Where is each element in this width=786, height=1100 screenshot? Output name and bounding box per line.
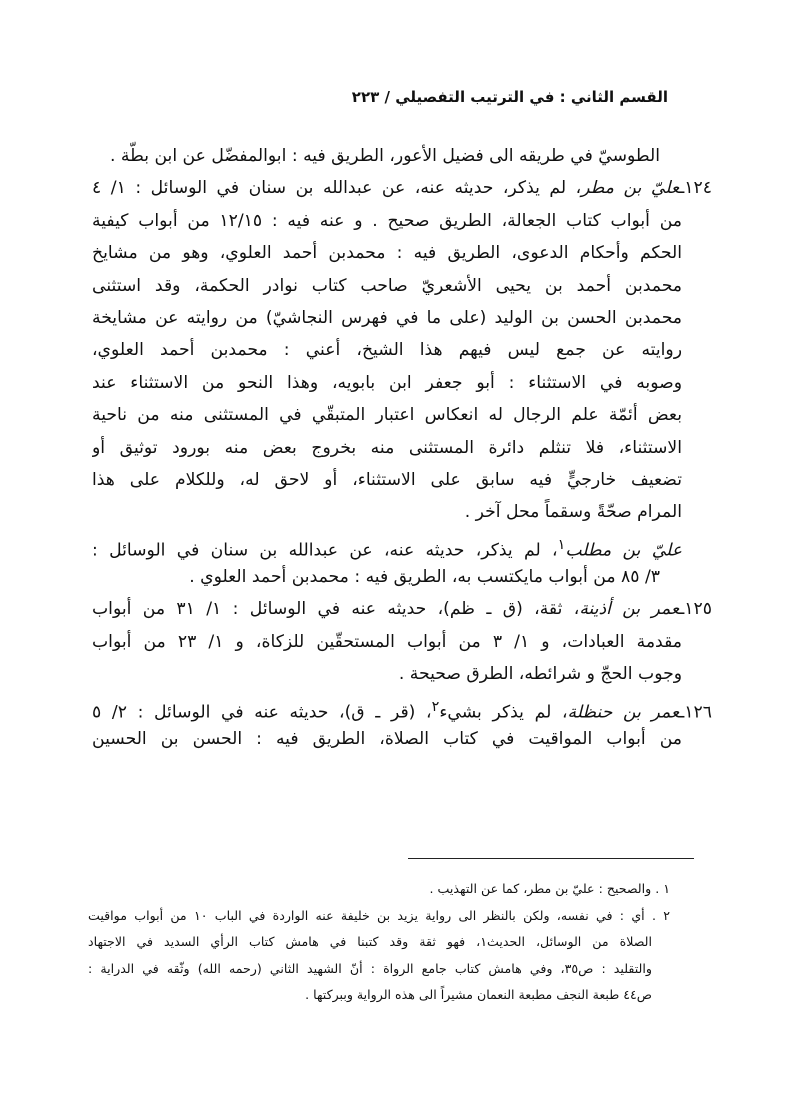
text-line: بعض أئمّة علم الرجال له انعكاس اعتبار المتبقّي في المستثنى منه من ناحية xyxy=(92,405,682,426)
running-header: القسم الثاني : في الترتيب التفصيلي / ٢٢٣ xyxy=(351,88,668,106)
footnote-2-cont: والتقليد : ص٣٥، وفي هامش كتاب جامع الرواة : أنّ الشهيد الثاني (رحمه الله) وثّقه في الدراية : xyxy=(88,960,652,976)
text-segment: ، لم يذكر بشيء xyxy=(439,702,568,723)
text-segment: ، (قر ـ ق)، حديثه عنه في الوسائل : ٢/ ٥ xyxy=(92,702,432,723)
entry-unnumbered xyxy=(92,529,682,561)
text-line: الطوسيّ في طريقه الى فضيل الأعور، الطريق فيه : ابوالمفضّل عن ابن بطّة . xyxy=(109,146,660,166)
text-segment: ، ثقة، (ق ـ ظم)، حديثه عنه في الوسائل : ١/ ٣١ من أبواب xyxy=(92,599,580,620)
text-line: وجوب الحجّ و شرائطه، الطرق صحيحة . xyxy=(398,664,682,685)
text-line: مقدمة العبادات، و ١/ ٣ من أبواب المستحقّين للزكاة، و ١/ ٢٣ من أبواب xyxy=(92,631,682,652)
text-line: وصوبه في الاستثناء : أبو جعفر ابن بابويه، وهذا النحو من الاستثناء عند xyxy=(92,372,682,393)
narrator-name: عمر بن أذينة xyxy=(579,599,680,620)
narrator-name: عليّ بن مطلب xyxy=(565,540,682,561)
entry-number: ١٢٥ـ xyxy=(679,599,712,620)
footnote-2: ٢ . أي : في نفسه، ولكن بالنظر الى رواية يزيد بن خليفة عنه الواردة في الباب ١٠ من أبواب مواقيت xyxy=(88,907,670,923)
text-line: الحكم وأحكام الدعوى، الطريق فيه : محمدبن أحمد العلوي، وهو من مشايخ xyxy=(92,243,682,264)
footnotes xyxy=(88,876,670,1009)
text-line: من أبواب المواقيت في كتاب الصلاة، الطريق فيه : الحسن بن الحسين xyxy=(92,729,682,750)
text-line: تضعيف خارجيٍّ فيه سابق على الاستثناء، أو لاحق له، وللكلام على هذا xyxy=(92,469,682,490)
narrator-name: عمر بن حنظلة xyxy=(567,702,680,723)
footnote-divider xyxy=(408,858,694,859)
footnote-2-cont: ص٤٤ طبعة النجف مطبعة النعمان مشيراً الى هذه الرواية وببركتها . xyxy=(305,987,652,1003)
narrator-name: عليّ بن مطر xyxy=(581,178,680,199)
footnote-marker[interactable]: ٢ xyxy=(431,698,440,715)
entry-number: ١٢٤ـ xyxy=(679,178,712,199)
text-line: من أبواب كتاب الجعالة، الطريق صحيح . و عنه فيه : ١٢/١٥ من أبواب كيفية xyxy=(92,210,682,231)
entry-number: ١٢٦ـ xyxy=(679,702,712,723)
entry-125 xyxy=(92,593,712,625)
text-segment: ، لم يذكر، حديثه عنه، عن عبدالله بن سنان في الوسائل : ١/ ٤ xyxy=(92,178,582,199)
text-line: ٣/ ٨٥ من أبواب مايكتسب به، الطريق فيه : محمدبن أحمد العلوي . xyxy=(189,567,660,588)
footnote-2-cont: الصلاة من الوسائل، الحديث١، فهو ثقة وقد كتبنا في هامش كتاب الرأي السديد في الاجتهاد xyxy=(88,934,653,950)
footnote-1: ١ . والصحيح : عليّ بن مطر، كما عن التهذيب . xyxy=(429,881,670,896)
footnote-marker[interactable]: ١ xyxy=(557,536,566,553)
text-segment: ، لم يذكر، حديثه عنه، عن عبدالله بن سنان في الوسائل : xyxy=(92,540,558,561)
entry-124 xyxy=(92,172,712,204)
text-line: المرام صحّةً وسقماً محل آخر . xyxy=(464,502,682,523)
main-text xyxy=(92,140,712,755)
text-line: محمدبن أحمد بن يحيى الأشعريّ صاحب كتاب نوادر الحكمة، وقد استثنى xyxy=(92,275,682,296)
text-line: محمدبن الحسن بن الوليد (على ما في فهرس النجاشيّ) من روايته عن مشايخة xyxy=(92,307,682,328)
text-line: روايته عن جمع ليس فيهم هذا الشيخ، أعني : محمدبن أحمد العلوي، xyxy=(92,340,682,361)
entry-126 xyxy=(92,691,712,723)
text-line: الاستثناء، فلا تنثلم دائرة المستثنى منه بخروج بعض منه بورود توثيق أو xyxy=(92,437,682,458)
